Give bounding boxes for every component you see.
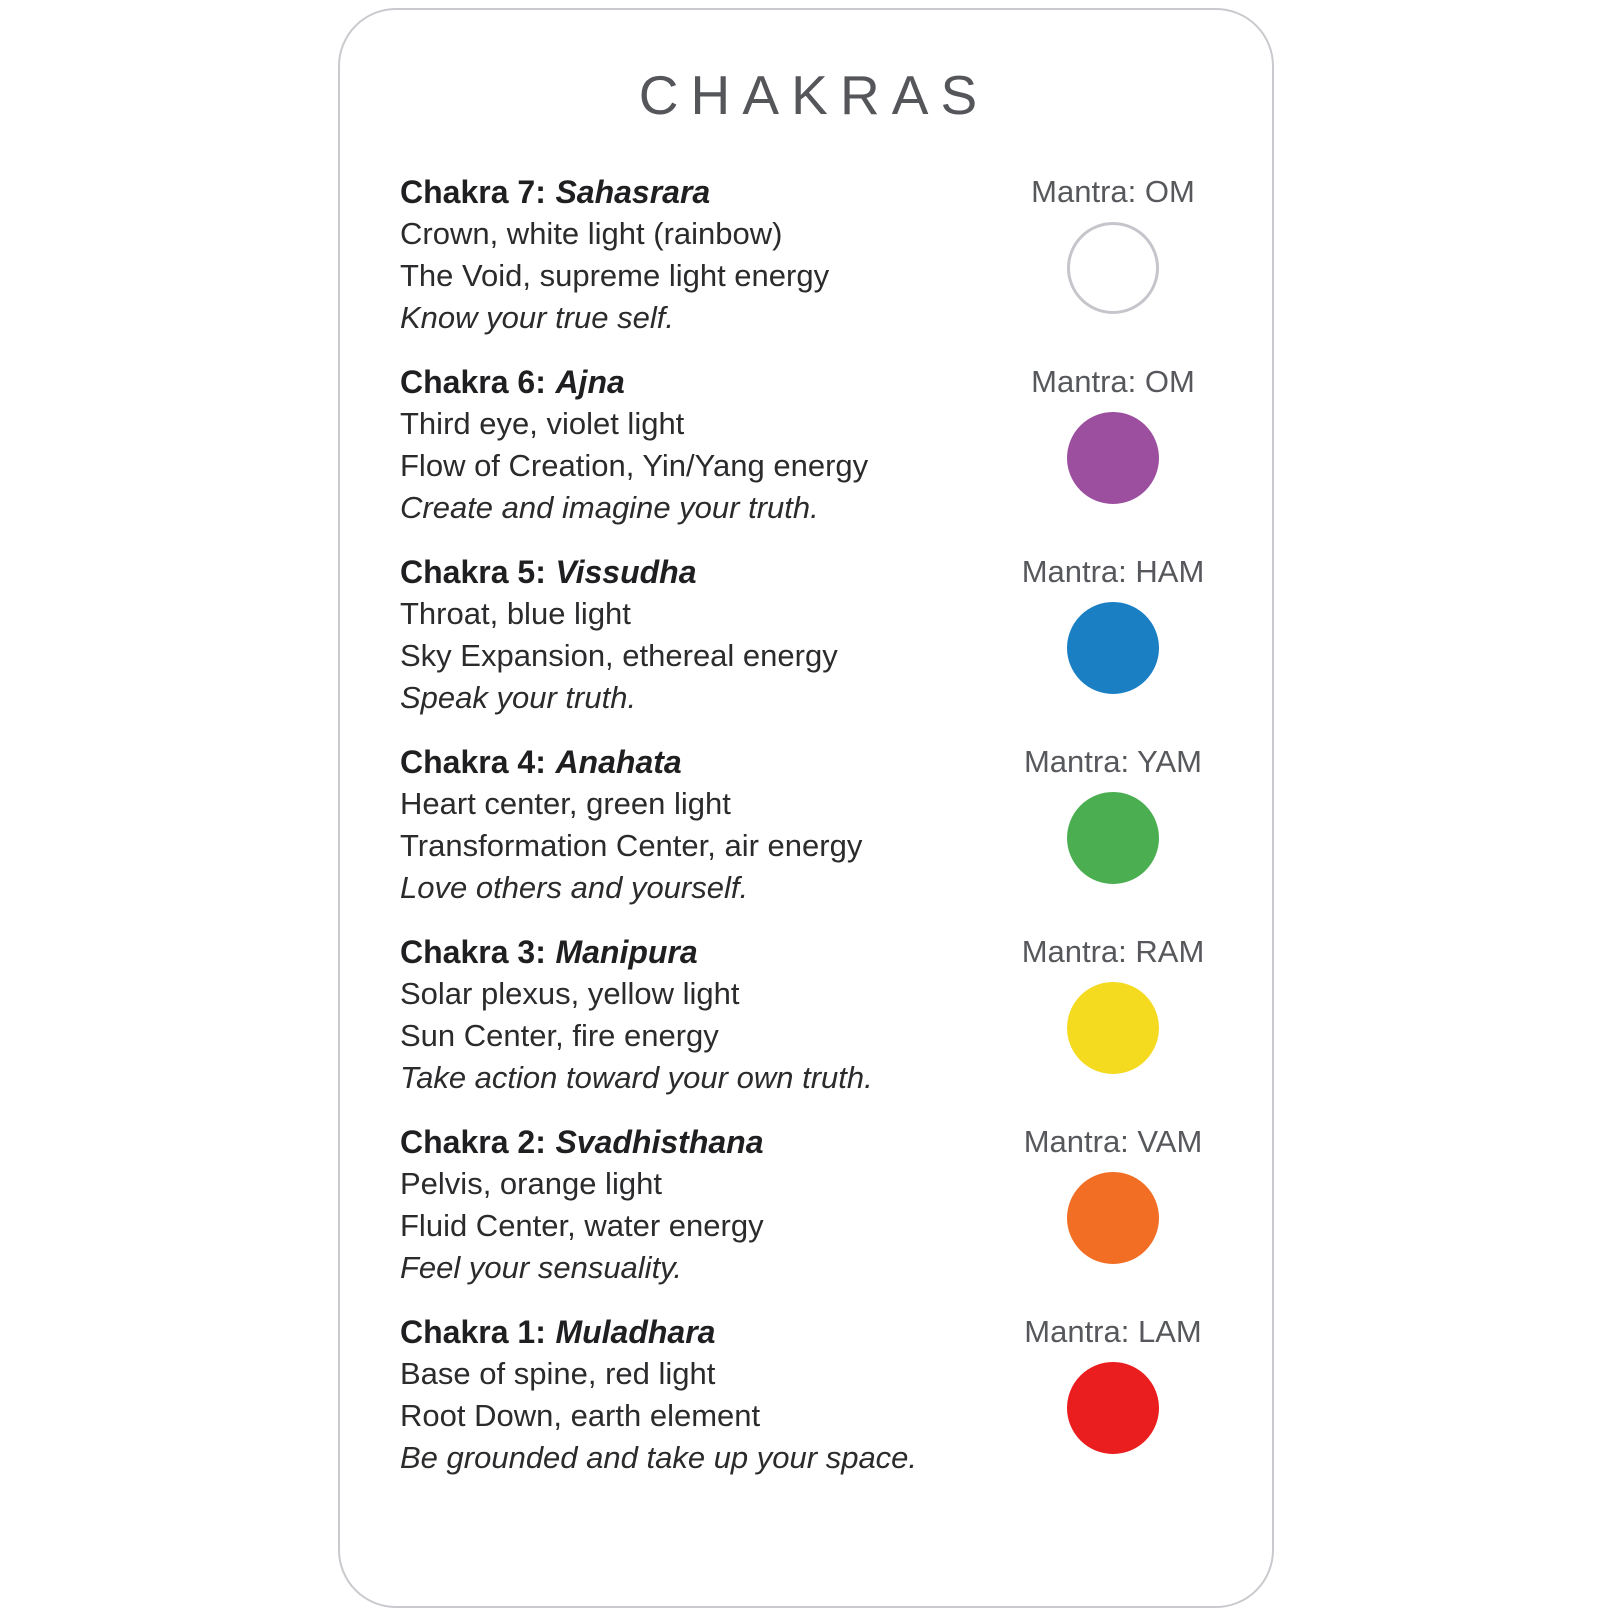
chakra-4-line-1: Heart center, green light bbox=[400, 786, 731, 821]
chakra-3-text bbox=[400, 931, 988, 1099]
chakra-4-mantra: Mantra: YAM bbox=[1023, 744, 1203, 779]
chakra-3-heading bbox=[400, 931, 988, 973]
chakra-3-section bbox=[400, 931, 1244, 1099]
chakra-2-mantra: Mantra: VAM bbox=[1023, 1124, 1203, 1159]
chakra-3-name: Manipura bbox=[555, 934, 698, 970]
chakra-5-mantra: Mantra: HAM bbox=[1021, 554, 1205, 589]
chakra-4-affirmation: Love others and yourself. bbox=[400, 870, 749, 905]
chakra-1-mantra: Mantra: LAM bbox=[1024, 1314, 1202, 1349]
chakra-3-color-dot bbox=[1067, 982, 1159, 1074]
chakra-7-color-dot bbox=[1067, 222, 1159, 314]
chakra-5-line-2: Sky Expansion, ethereal energy bbox=[400, 638, 838, 673]
chakra-1-section bbox=[400, 1311, 1244, 1479]
chakra-2-affirmation: Feel your sensuality. bbox=[400, 1250, 682, 1285]
chakra-reference-card bbox=[338, 8, 1274, 1608]
chakra-1-mantra-col bbox=[988, 1311, 1238, 1454]
chakra-4-color-dot bbox=[1067, 792, 1159, 884]
chakra-5-line-1: Throat, blue light bbox=[400, 596, 631, 631]
chakra-2-mantra-col bbox=[988, 1121, 1238, 1264]
chakra-5-number: Chakra 5: bbox=[400, 554, 546, 590]
chakra-6-mantra: Mantra: OM bbox=[1031, 364, 1195, 399]
chakra-7-affirmation: Know your true self. bbox=[400, 300, 674, 335]
chakra-2-section bbox=[400, 1121, 1244, 1289]
chakra-2-line-1: Pelvis, orange light bbox=[400, 1166, 662, 1201]
chakra-6-affirmation: Create and imagine your truth. bbox=[400, 490, 819, 525]
chakra-1-text bbox=[400, 1311, 988, 1479]
chakra-2-number: Chakra 2: bbox=[400, 1124, 546, 1160]
chakra-4-number: Chakra 4: bbox=[400, 744, 546, 780]
chakra-3-number: Chakra 3: bbox=[400, 934, 546, 970]
chakra-6-mantra-col bbox=[988, 361, 1238, 504]
chakra-7-mantra: Mantra: OM bbox=[1031, 174, 1195, 209]
chakra-2-text bbox=[400, 1121, 988, 1289]
chakra-1-name: Muladhara bbox=[555, 1314, 716, 1350]
chakra-3-mantra-col bbox=[988, 931, 1238, 1074]
chakra-3-line-2: Sun Center, fire energy bbox=[400, 1018, 719, 1053]
chakra-4-mantra-col bbox=[988, 741, 1238, 884]
chakra-1-number: Chakra 1: bbox=[400, 1314, 546, 1350]
chakra-7-name: Sahasrara bbox=[555, 174, 711, 210]
chakra-7-line-1: Crown, white light (rainbow) bbox=[400, 216, 783, 251]
chakra-6-section bbox=[400, 361, 1244, 529]
chakra-1-line-2: Root Down, earth element bbox=[400, 1398, 761, 1433]
chakra-2-line-2: Fluid Center, water energy bbox=[400, 1208, 764, 1243]
chakra-7-text bbox=[400, 171, 988, 339]
chakra-5-name: Vissudha bbox=[555, 554, 697, 590]
chakra-3-mantra: Mantra: RAM bbox=[1021, 934, 1205, 969]
chakra-6-name: Ajna bbox=[555, 364, 625, 400]
chakra-5-affirmation: Speak your truth. bbox=[400, 680, 637, 715]
chakra-6-color-dot bbox=[1067, 412, 1159, 504]
chakra-4-name: Anahata bbox=[555, 744, 682, 780]
chakra-6-line-1: Third eye, violet light bbox=[400, 406, 685, 441]
chakra-2-color-dot bbox=[1067, 1172, 1159, 1264]
chakra-6-number: Chakra 6: bbox=[400, 364, 546, 400]
chakra-5-mantra-col bbox=[988, 551, 1238, 694]
chakra-5-color-dot bbox=[1067, 602, 1159, 694]
chakra-7-line-2: The Void, supreme light energy bbox=[400, 258, 830, 293]
chakra-4-text bbox=[400, 741, 988, 909]
chakra-5-heading bbox=[400, 551, 988, 593]
chakra-7-section bbox=[400, 171, 1244, 339]
chakra-4-heading bbox=[400, 741, 988, 783]
chakra-6-heading bbox=[400, 361, 988, 403]
chakra-4-line-2: Transformation Center, air energy bbox=[400, 828, 863, 863]
chakra-3-affirmation: Take action toward your own truth. bbox=[400, 1060, 873, 1095]
chakra-1-affirmation: Be grounded and take up your space. bbox=[400, 1440, 918, 1475]
chakra-1-line-1: Base of spine, red light bbox=[400, 1356, 716, 1391]
chakra-6-text bbox=[400, 361, 988, 529]
card-title: CHAKRAS bbox=[638, 64, 990, 126]
chakra-6-line-2: Flow of Creation, Yin/Yang energy bbox=[400, 448, 869, 483]
chakra-2-name: Svadhisthana bbox=[555, 1124, 764, 1160]
chakra-1-heading bbox=[400, 1311, 988, 1353]
chakra-5-section bbox=[400, 551, 1244, 719]
chakra-1-color-dot bbox=[1067, 1362, 1159, 1454]
chakra-7-number: Chakra 7: bbox=[400, 174, 546, 210]
chakra-5-text bbox=[400, 551, 988, 719]
chakra-2-heading bbox=[400, 1121, 988, 1163]
chakra-4-section bbox=[400, 741, 1244, 909]
chakra-7-mantra-col bbox=[988, 171, 1238, 314]
chakra-3-line-1: Solar plexus, yellow light bbox=[400, 976, 740, 1011]
chakra-7-heading bbox=[400, 171, 988, 213]
